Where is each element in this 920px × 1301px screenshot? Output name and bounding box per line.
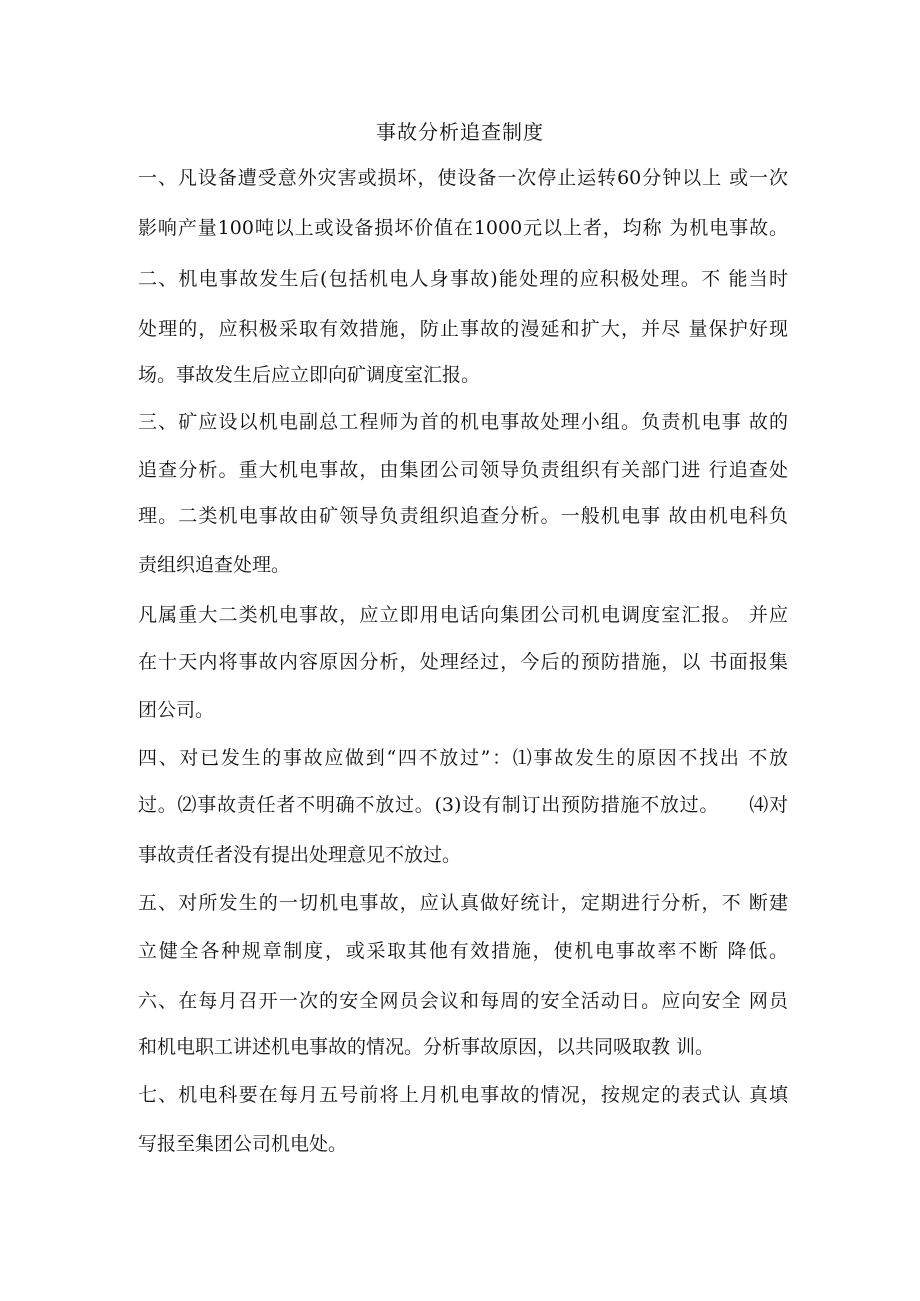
text-line: 写报至集团公司机电处。 (138, 1133, 348, 1155)
text-line: 追查分析。重大机电事故，由集团公司领导负责组织有关部门进 行追查处 (138, 459, 788, 481)
text-line: 事故责任者没有提出处理意见不放过。 (138, 844, 462, 866)
text-line: 凡属重大二类机电事故，应立即用电话向集团公司机电调度室汇报。 并应 (138, 604, 788, 626)
text-line: 一、凡设备遭受意外灾害或损坏，使设备一次停止运转60分钟以上 或一次 (138, 167, 788, 189)
text-line: 二、机电事故发生后(包括机电人身事故)能处理的应积极处理。不 能当时 (138, 268, 788, 290)
text-line: 处理的，应积极采取有效措施，防止事故的漫延和扩大，并尽 量保护好现 (138, 318, 788, 340)
text-line: 立健全各种规章制度，或采取其他有效措施，使机电事故率不断 降低。 (138, 940, 788, 962)
text-line: 五、对所发生的一切机电事故，应认真做好统计，定期进行分析，不 断建 (138, 892, 788, 914)
text-line: 理。二类机电事故由矿领导负责组织追查分析。一般机电事 故由机电科负 (138, 505, 788, 527)
text-line: 团公司。 (138, 699, 215, 721)
text-line: 责组织追查处理。 (138, 554, 291, 576)
text-line: 过。⑵事故责任者不明确不放过。(3)设有制订出预防措施不放过。 ⑷对 (138, 794, 788, 816)
document-title: 事故分析追查制度 (376, 120, 544, 144)
text-line: 四、对已发生的事故应做到“四不放过”：⑴事故发生的原因不找出 不放 (138, 747, 788, 769)
text-line: 在十天内将事故内容原因分析，处理经过，今后的预防措施，以 书面报集 (138, 651, 788, 673)
text-line: 和机电职工讲述机电事故的情况。分析事故原因，以共同吸取教 训。 (138, 1036, 715, 1058)
text-line: 场。事故发生后应立即向矿调度室汇报。 (138, 364, 481, 386)
text-line: 三、矿应设以机电副总工程师为首的机电事故处理小组。负责机电事 故的 (138, 411, 788, 433)
text-line: 七、机电科要在每月五号前将上月机电事故的情况，按规定的表式认 真填 (138, 1084, 788, 1106)
text-line: 六、在每月召开一次的安全网员会议和每周的安全活动日。应向安全 网员 (138, 990, 788, 1012)
text-line: 影响产量100吨以上或设备损坏价值在1000元以上者，均称 为机电事故。 (138, 217, 788, 239)
